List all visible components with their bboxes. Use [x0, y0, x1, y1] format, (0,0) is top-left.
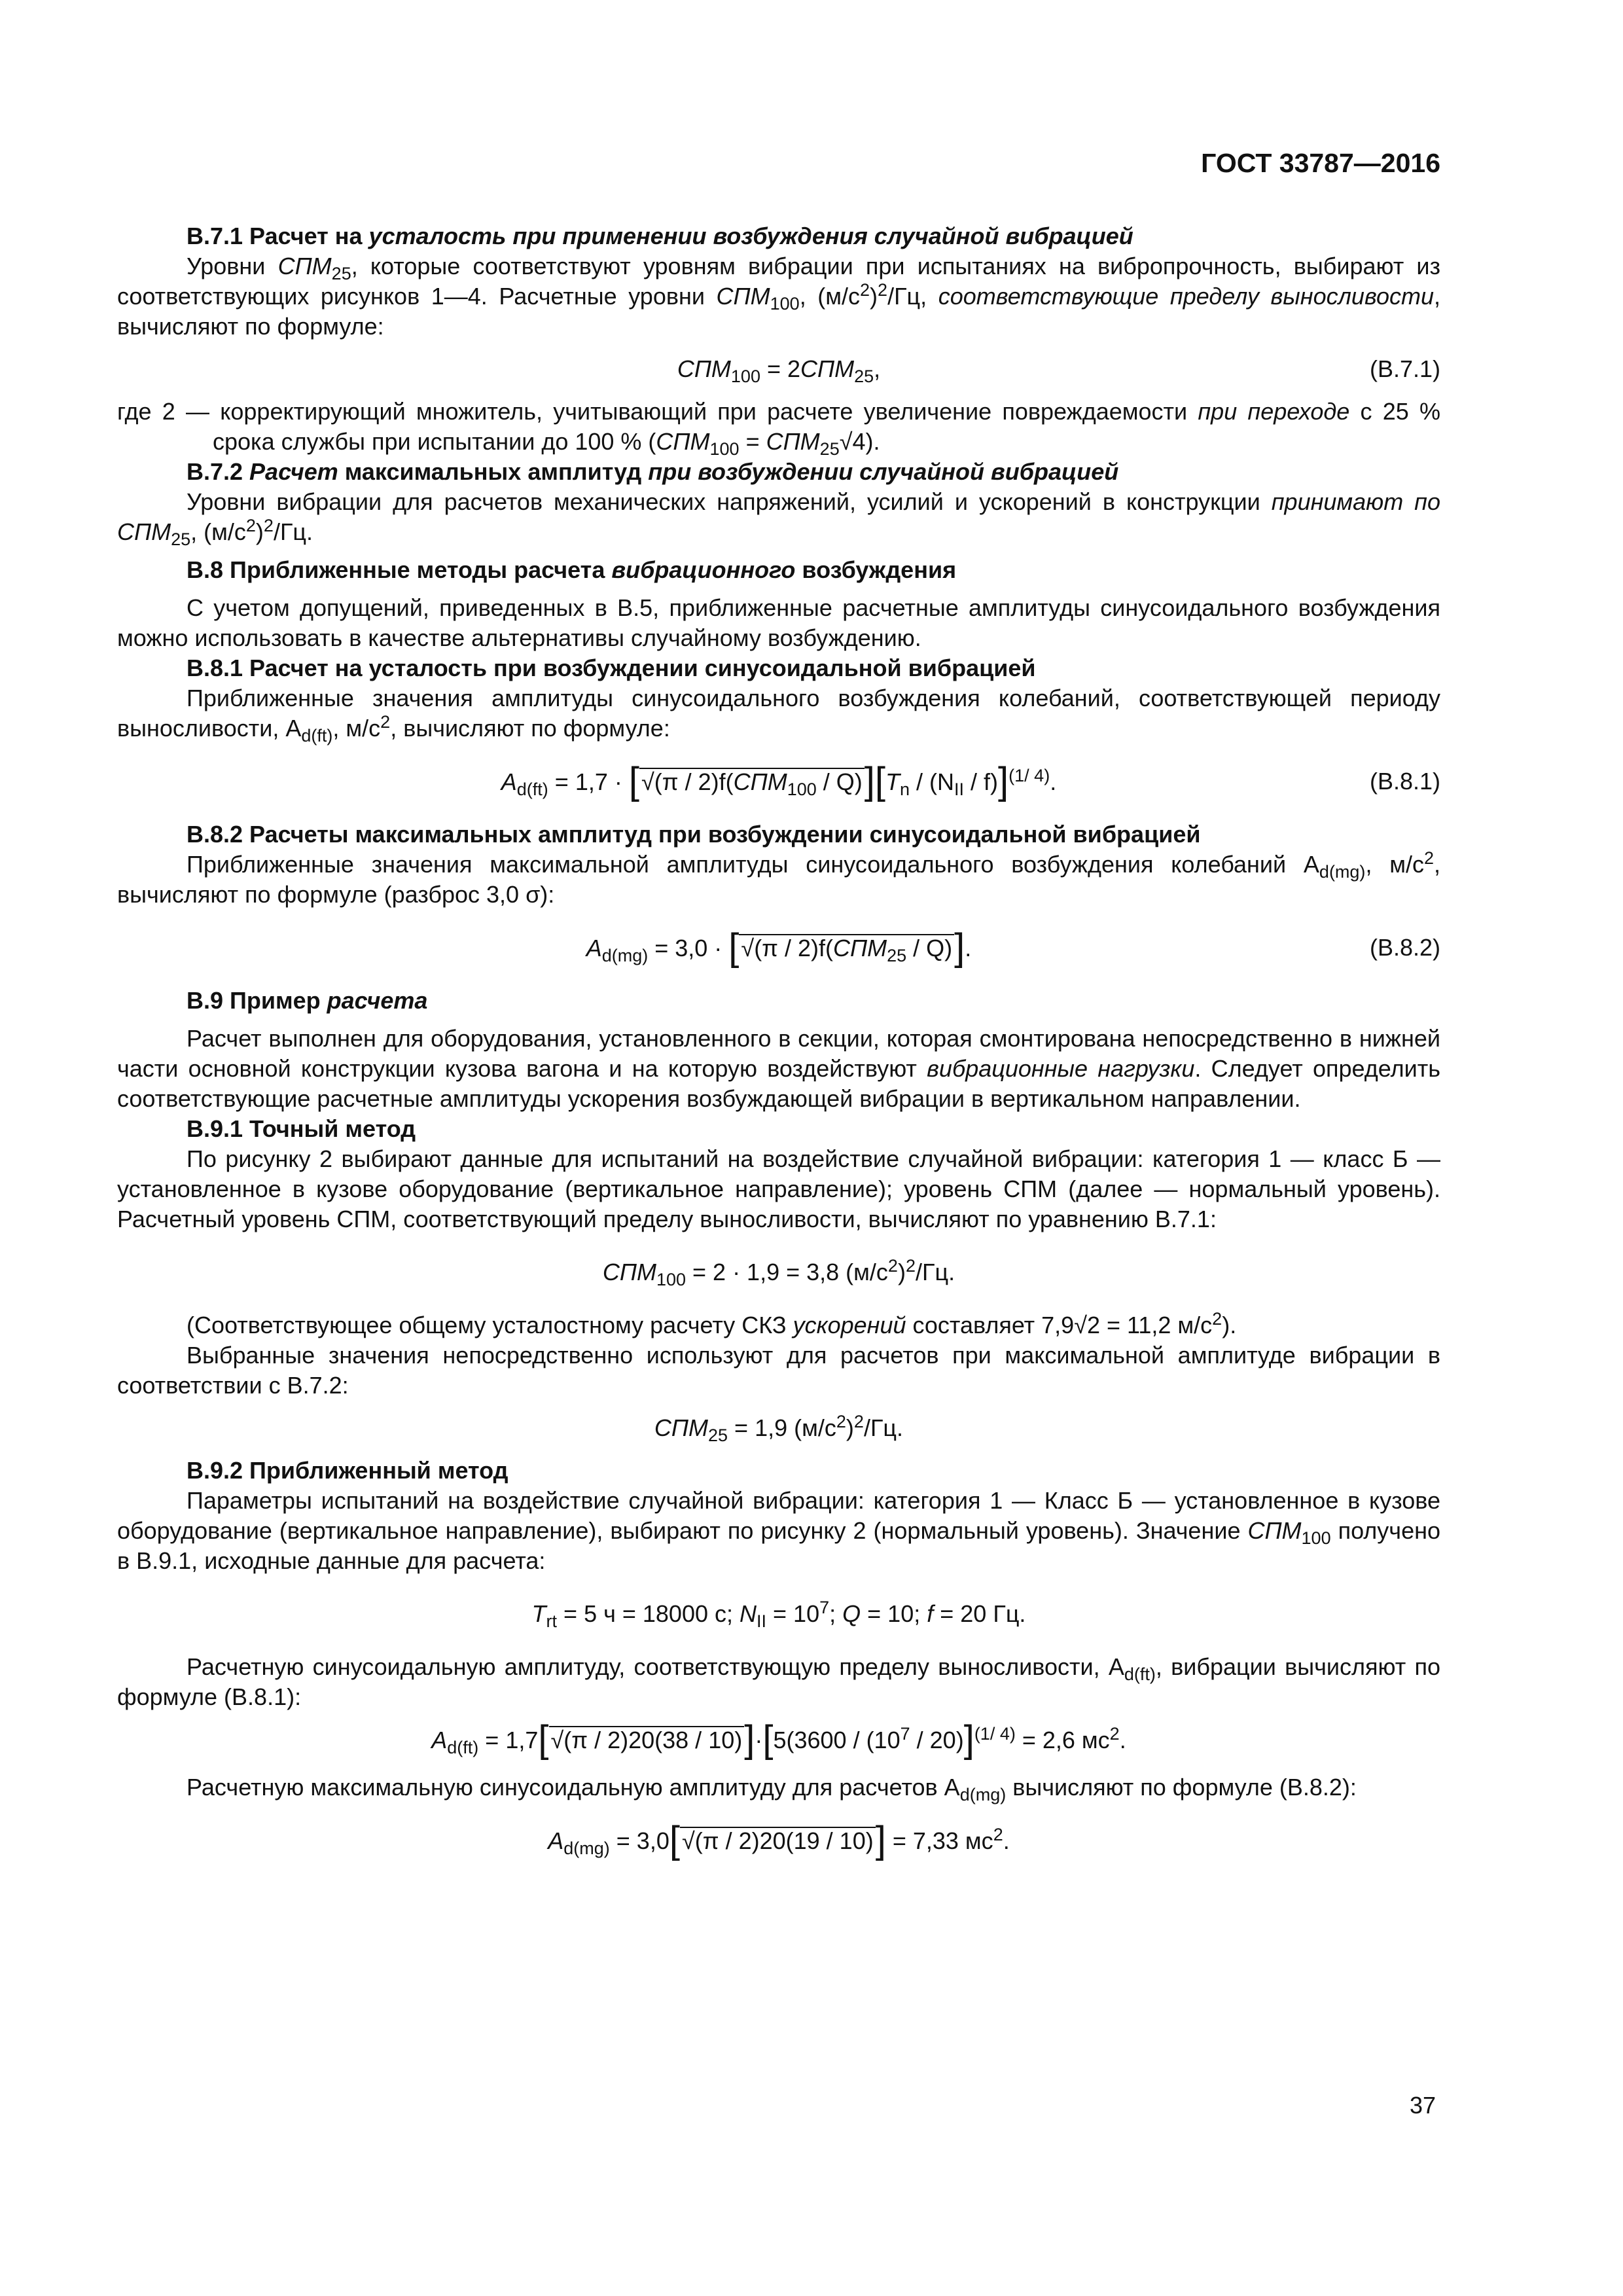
- formula-b92-amg: [117, 1812, 1440, 1869]
- formula-body: $СПМ_{25} = 1,9$ $(м/с^2)^2/Гц$.: [654, 1412, 904, 1446]
- sqrt-radical: $√(\pi / 2)f(СПМ_{25} / Q)$: [739, 934, 954, 961]
- paragraph-b72: Уровни вибрации для расчетов механических напряжений, усилий и ускорений в конструкции принимают по $СПМ_{25}$, $(м/с^2)^2/Гц$.: [117, 488, 1440, 550]
- formula-body: $СПМ_{100} = 2СПМ_{25}$,: [677, 355, 881, 387]
- sqrt-radical: √(π / 2)20(19 / 10): [680, 1827, 876, 1854]
- formula-b92-aft: [117, 1719, 1440, 1761]
- page-number: 37: [1409, 2092, 1436, 2119]
- formula-body: $A_{d(mg)} = 3,0[√(\pi / 2)20(19 / 10)] = 7,33$ $мс^2$.: [548, 1819, 1010, 1861]
- section-heading-b91: В.9.1 Точный метод: [187, 1115, 416, 1142]
- formula-number: (В.8.2): [1369, 934, 1440, 961]
- paragraph-b92: Параметры испытаний на воздействие случайной вибрации: категория 1 — Класс Б — установленное в кузове оборудование (вертикальное направление), выбирают по рисунку 2 (нормальный уровень). Значение $СПМ_{100}$ получено в В.9.1, исходные данные для расчета:: [117, 1487, 1440, 1574]
- formula-b91-psd100: [117, 1244, 1440, 1301]
- formula-number: (В.7.1): [1369, 355, 1440, 382]
- formula-body: $A_{d(ft)} = 1,7 \cdot [√(\pi / 2)f(СПМ_{100} / Q)][T_n / (N_{II} / f)]^{(1/ 4)}$.: [501, 760, 1057, 802]
- standard-header: ГОСТ 33787—2016: [1201, 148, 1440, 178]
- sqrt-radical: √(π / 2)20(38 / 10): [549, 1726, 745, 1753]
- formula-b71: [117, 348, 1440, 390]
- paragraph-b92-2: Расчетную синусоидальную амплитуду, соответствующую пределу выносливости, $A_{d(ft)}$, вибрации вычисляют по формуле (В.8.1):: [117, 1653, 1440, 1710]
- formula-body: $A_{d(mg)} = 3,0 \cdot [√(\pi / 2)f(СПМ_{25} / Q)]$.: [586, 926, 972, 969]
- paragraph-b81: Приближенные значения амплитуды синусоидального возбуждения колебаний, соответствующей периоду выносливости, $A_{d(ft)}$, $м/с^2$, вычисляют по формуле:: [117, 685, 1440, 746]
- section-heading-b72: В.7.2 Расчет максимальных амплитуд при возбуждении случайной вибрацией: [187, 458, 1119, 485]
- formula-body: $СПМ_{100} = 2 \cdot 1,9 = 3,8$ $(м/с^2)^2/Гц$.: [602, 1256, 955, 1290]
- formula-body: $T_{rt} = 5$ ч = 18000 с; $N_{II} = 10^7$; Q = 10; f = 20 Гц.: [531, 1598, 1026, 1632]
- paragraph-b91: По рисунку 2 выбирают данные для испытаний на воздействие случайной вибрации: категория 1 — класс Б — установленное в кузове оборудование (вертикальное направление); уровень СПМ (далее — нормальный уровень). Расчетный уровень СПМ, соответствующий пределу выносливости, вычисляют по уравнению В.7.1:: [117, 1145, 1440, 1232]
- formula-b92-input: [117, 1585, 1440, 1643]
- paragraph-b71: Уровни $СПМ_{25}$, которые соответствуют уровням вибрации при испытаниях на вибропрочность, выбирают из соответствующих рисунков 1—4. Расчетные уровни $СПМ_{100}$, $(м/с^2)^2/Гц$, соответствующие пределу выносливости, вычисляют по формуле:: [117, 253, 1441, 340]
- formula-number: (В.8.1): [1369, 768, 1440, 795]
- section-heading-b81: В.8.1 Расчет на усталость при возбуждении синусоидальной вибрацией: [187, 655, 1036, 681]
- section-heading-b9: В.9 Пример расчета: [187, 987, 428, 1014]
- section-heading-b82: В.8.2 Расчеты максимальных амплитуд при возбуждении синусоидальной вибрацией: [187, 821, 1201, 848]
- section-heading-b92: В.9.2 Приближенный метод: [187, 1457, 508, 1484]
- formula-b91-psd25: [117, 1407, 1440, 1449]
- formula-body: $A_{d(ft)} = 1,7[√(\pi / 2)20(38 / 10)]\cdot[5(3600 / (10^7 / 20)]^{(1/ 4)} = 2,6$ $мс^2$.: [431, 1718, 1126, 1761]
- formula-b82: [117, 919, 1440, 977]
- section-heading-b71: В.7.1 Расчет на усталость при применении возбуждения случайной вибрацией: [187, 223, 1133, 249]
- paragraph-b82: Приближенные значения максимальной амплитуды синусоидального возбуждения колебаний $A_{d(mg)}$, $м/с^2$, вычисляют по формуле (разброс 3,0 σ):: [117, 848, 1440, 908]
- sqrt-radical: $√(\pi / 2)f(СПМ_{100} / Q)$: [639, 768, 865, 795]
- paragraph-b92-3: Расчетную максимальную синусоидальную амплитуду для расчетов $A_{d(mg)}$ вычисляют по формуле (В.8.2):: [187, 1774, 1357, 1805]
- paragraph-b9: Расчет выполнен для оборудования, установленного в секции, которая смонтирована непосредственно в нижней части основной конструкции кузова вагона и на которую воздействуют вибрационные нагрузки. Следует определить соответствующие расчетные амплитуды ускорения возбуждающей вибрации в вертикальном направлении.: [117, 1025, 1440, 1112]
- paragraph-b91-2: Выбранные значения непосредственно используют для расчетов при максимальной амплитуде вибрации в соответствии с В.7.2:: [117, 1342, 1440, 1399]
- section-heading-b8: В.8 Приближенные методы расчета вибрационного возбуждения: [187, 556, 957, 583]
- page-content: [117, 221, 1440, 1878]
- paragraph-b8: С учетом допущений, приведенных в В.5, приближенные расчетные амплитуды синусоидального возбуждения можно использовать в качестве альтернативы случайному возбуждению.: [117, 594, 1440, 651]
- formula-b81: [117, 753, 1440, 810]
- note-rms: (Соответствующее общему усталостному расчету СКЗ ускорений составляет 7,9√2 = 11,2 $м/с^2$).: [187, 1309, 1237, 1338]
- formula-explanation: где 2 — корректирующий множитель, учитывающий при расчете увеличение повреждаемости при переходе с 25 % срока службы при испытании до 100 % $(СПМ_{100} = СПМ_{25}√4)$.: [117, 398, 1441, 459]
